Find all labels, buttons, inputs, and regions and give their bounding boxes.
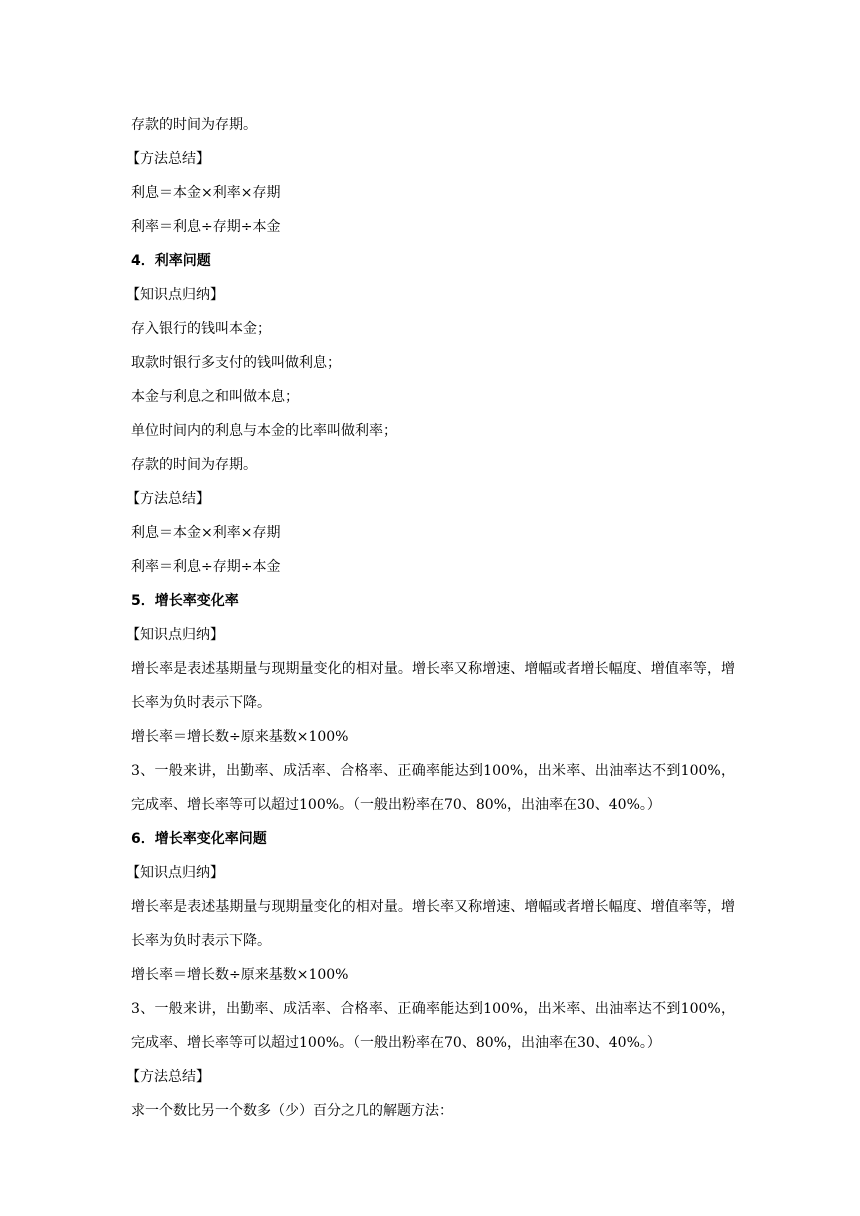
text-line: 存入银行的钱叫本金； xyxy=(131,321,271,337)
text-line: 求一个数比另一个数多（少）百分之几的解题方法： xyxy=(131,1103,453,1119)
formula-line: 增长率＝增长数÷原来基数×100% xyxy=(131,729,349,745)
section-label: 【方法总结】 xyxy=(126,491,210,507)
section-label: 【方法总结】 xyxy=(126,151,210,167)
section-label: 【知识点归纳】 xyxy=(126,865,224,881)
formula-line: 利率＝利息÷存期÷本金 xyxy=(131,559,281,575)
paragraph: 增长率是表述基期量与现期量变化的相对量。增长率又称增速、增幅或者增长幅度、增值率等，增长率为负时表示下降。 xyxy=(131,899,735,949)
section-label: 【知识点归纳】 xyxy=(126,627,224,643)
text-line: 单位时间内的利息与本金的比率叫做利率； xyxy=(131,423,397,439)
document-body xyxy=(126,108,735,1128)
formula-line: 利息＝本金×利率×存期 xyxy=(131,185,281,201)
formula-line: 利息＝本金×利率×存期 xyxy=(131,525,281,541)
text-line: 本金与利息之和叫做本息； xyxy=(131,389,299,405)
section-heading: 4．利率问题 xyxy=(131,253,211,269)
section-label: 【知识点归纳】 xyxy=(126,287,224,303)
paragraph: 增长率是表述基期量与现期量变化的相对量。增长率又称增速、增幅或者增长幅度、增值率等，增长率为负时表示下降。 xyxy=(131,661,735,711)
text-line: 存款的时间为存期。 xyxy=(131,117,257,133)
section-heading: 6．增长率变化率问题 xyxy=(131,831,267,847)
paragraph: 3、一般来讲，出勤率、成活率、合格率、正确率能达到100%，出米率、出油率达不到100%，完成率、增长率等可以超过100%。（一般出粉率在70、80%，出油率在30、40%。） xyxy=(131,1001,735,1051)
section-label: 【方法总结】 xyxy=(126,1069,210,1085)
formula-line: 利率＝利息÷存期÷本金 xyxy=(131,219,281,235)
paragraph: 3、一般来讲，出勤率、成活率、合格率、正确率能达到100%，出米率、出油率达不到100%，完成率、增长率等可以超过100%。（一般出粉率在70、80%，出油率在30、40%。） xyxy=(131,763,735,813)
formula-line: 增长率＝增长数÷原来基数×100% xyxy=(131,967,349,983)
section-heading: 5．增长率变化率 xyxy=(131,593,239,609)
text-line: 取款时银行多支付的钱叫做利息； xyxy=(131,355,341,371)
text-line: 存款的时间为存期。 xyxy=(131,457,257,473)
